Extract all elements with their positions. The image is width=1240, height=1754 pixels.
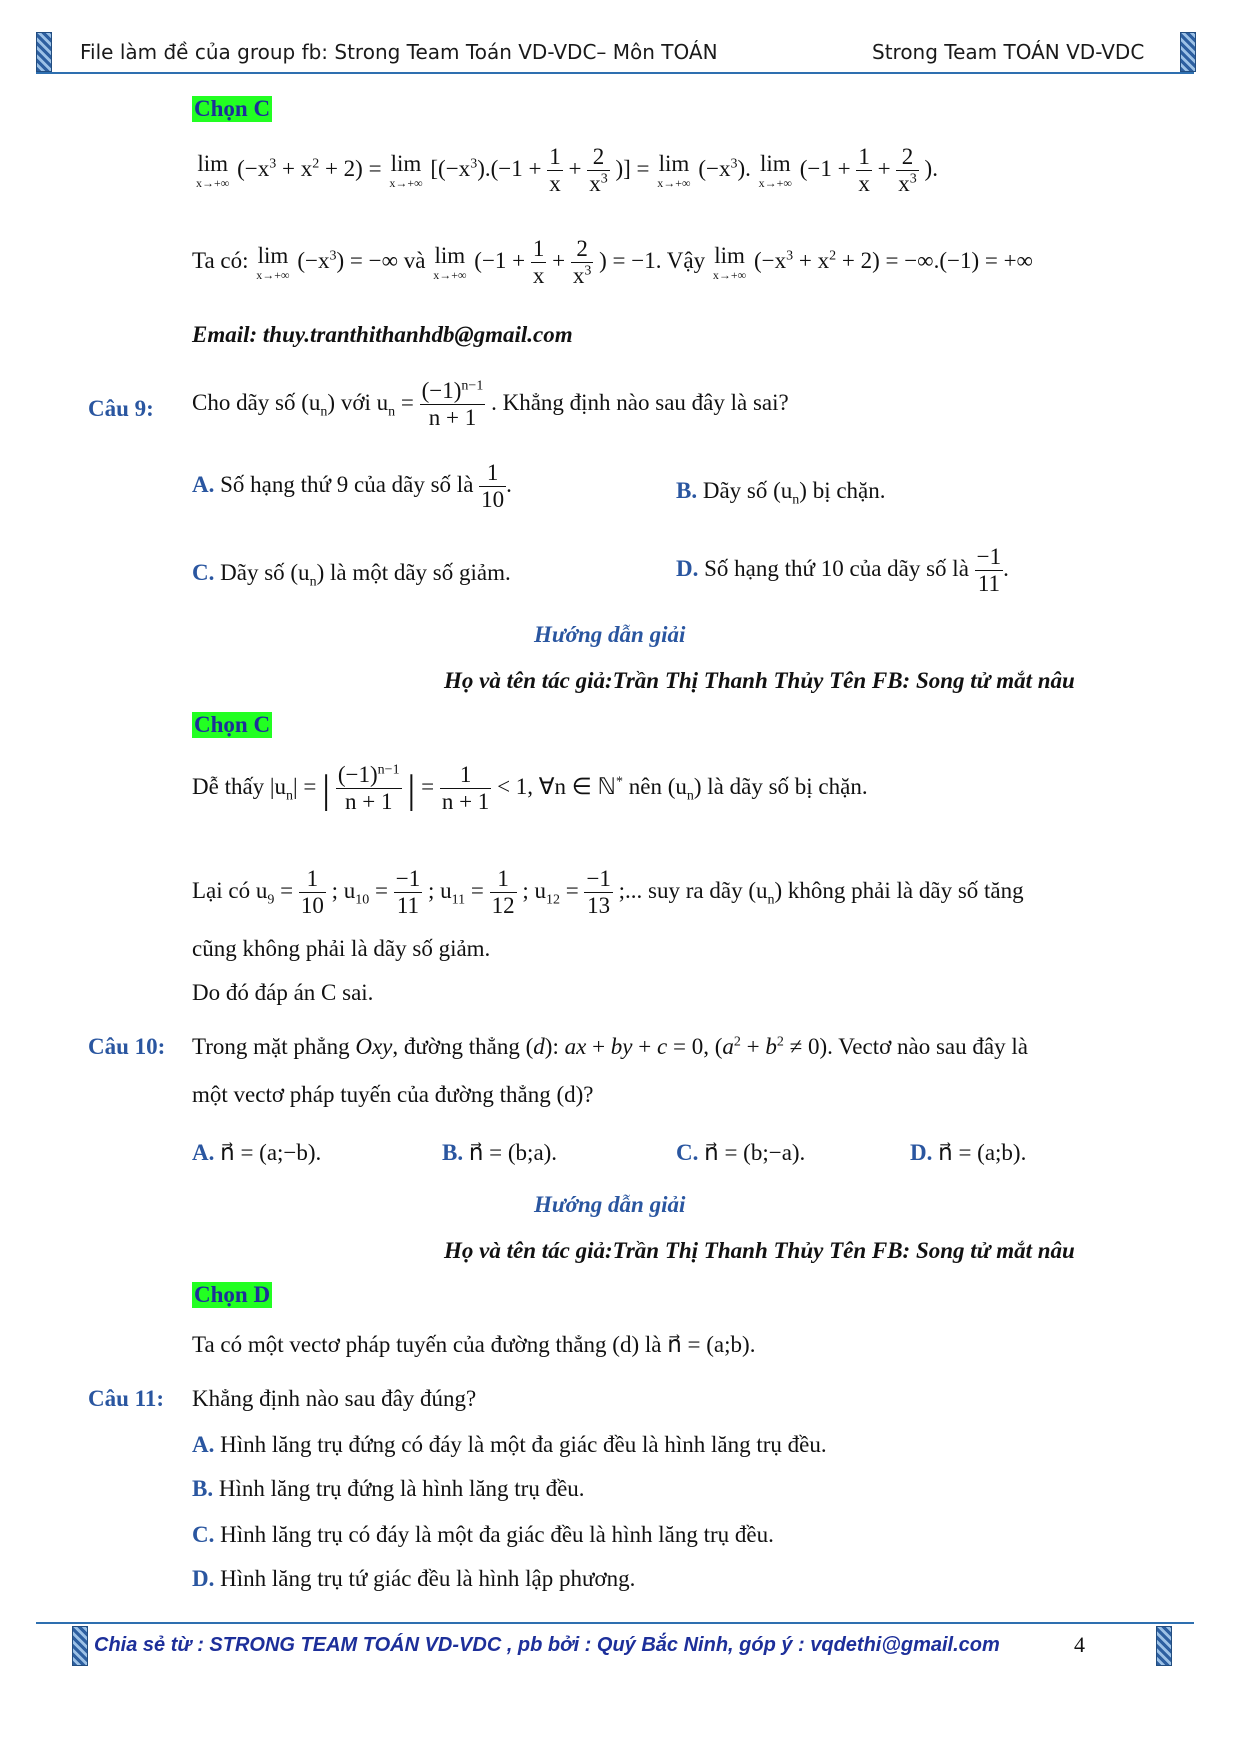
footer-divider [36, 1622, 1194, 1624]
q9-option-b: B. Dãy số $(u_n)$ bị chặn. [676, 478, 886, 508]
q9-option-a: A. Số hạng thứ 9 của dãy số là $\frac{1}{10}$ . [192, 460, 512, 513]
q9-label: Câu 9: [88, 396, 154, 421]
q8-equation-1: lim x→+∞ $(-x^3 + x^2 + 2)$ = lim x→+∞ [$(-x^3).(-1$ + $\frac{1}{x}$ + $\frac{2}{x^3}$ )] = lim x→+∞ $(-x^3)$. lim x→+∞ (−1 + $\frac{1}{x}$ + $\frac{2}{x^3}$ ). [196, 144, 938, 197]
q9-option-d: D. Số hạng thứ 10 của dãy số là $\frac{-1}{11}$ . [676, 544, 1009, 597]
footer-left-ornament [72, 1626, 88, 1666]
footer-right-ornament [1156, 1626, 1172, 1666]
q11-option-b: B. Hình lăng trụ đứng là hình lăng trụ đều. [192, 1476, 585, 1501]
header-left-text: File làm đề của group fb: Strong Team Toán VD-VDC– Môn TOÁN [80, 40, 718, 64]
q9-solution-2: Lại có $u_9$ = $\frac{1}{10}$ ; $u_{10}$ = $\frac{-1}{11}$ ; $u_{11}$ = $\frac{1}{12}$ ; $u_{12}$ = $\frac{-1}{13}$ ;... suy ra dãy $(u_n)$ không phải là dãy số tăng [192, 866, 1024, 919]
q10-author: Họ và tên tác giả:Trần Thị Thanh Thủy Tên FB: Song tử mắt nâu [444, 1238, 1075, 1263]
q10-solution: Ta có một vectơ pháp tuyến của đường thẳng (d) là n⃗ = (a;b). [192, 1332, 756, 1357]
header-right-text: Strong Team TOÁN VD-VDC [872, 40, 1145, 64]
footer-text: Chia sẻ từ : STRONG TEAM TOÁN VD-VDC , pb bởi : Quý Bắc Ninh, góp ý : vqdethi@gmail.com [94, 1634, 1000, 1656]
header-left-ornament [36, 32, 52, 72]
q10-stem-1: Trong mặt phẳng Oxy, đường thẳng (d): ax + by + c = 0, $(a^2 + b^2 \ne 0)$. Vectơ nào sau đây là [192, 1034, 1028, 1059]
header-divider [36, 72, 1194, 74]
q9-stem: Cho dãy số $(u_n)$ với $u_n$ = $\frac{(-1)^{n-1}}{n + 1}$ . Khẳng định nào sau đây là sai? [192, 378, 789, 431]
q10-guide-title: Hướng dẫn giải [534, 1192, 686, 1217]
q10-option-d: D. n⃗ = (a;b). [910, 1140, 1027, 1165]
q11-label: Câu 11: [88, 1386, 165, 1411]
q10-chon-d: Chọn D [194, 1282, 271, 1307]
q11-stem: Khẳng định nào sau đây đúng? [192, 1386, 477, 1411]
q9-solution-1: Dễ thấy $|u_n|$ = | $\frac{(-1)^{n-1}}{n + 1}$ | = $\frac{1}{n + 1}$ < 1, ∀n ∈ ℕ* nên $(u_n)$ là dãy số bị chặn. [192, 762, 868, 815]
q11-option-c: C. Hình lăng trụ có đáy là một đa giác đều là hình lăng trụ đều. [192, 1522, 774, 1547]
q8-chon-c: Chọn C [194, 96, 271, 121]
q10-option-c: C. n⃗ = (b;−a). [676, 1140, 806, 1165]
q9-solution-3: cũng không phải là dãy số giảm. [192, 936, 491, 961]
q11-option-d: D. Hình lăng trụ tứ giác đều là hình lập phương. [192, 1566, 636, 1591]
q10-stem-2: một vectơ pháp tuyến của đường thẳng (d)? [192, 1082, 594, 1107]
q11-option-a: A. Hình lăng trụ đứng có đáy là một đa giác đều là hình lăng trụ đều. [192, 1432, 827, 1457]
q8-equation-2: Ta có: lim x→+∞ $(-x^3)$ = −∞ và lim x→+∞ (−1 + $\frac{1}{x}$ + $\frac{2}{x^3}$ ) = −1. Vậy lim x→+∞ $(-x^3 + x^2 + 2) = -\infty.(-1)$ = +∞ [192, 236, 1033, 289]
q9-option-c: C. Dãy số $(u_n)$ là một dãy số giảm. [192, 560, 511, 590]
q9-author: Họ và tên tác giả:Trần Thị Thanh Thủy Tên FB: Song tử mắt nâu [444, 668, 1075, 693]
q10-option-a: A. n⃗ = (a;−b). [192, 1140, 322, 1165]
page-number: 4 [1074, 1632, 1085, 1657]
q10-label: Câu 10: [88, 1034, 166, 1059]
q9-chon-c: Chọn C [194, 712, 271, 737]
q9-solution-4: Do đó đáp án C sai. [192, 980, 374, 1005]
q10-option-b: B. n⃗ = (b;a). [442, 1140, 558, 1165]
q9-guide-title: Hướng dẫn giải [534, 622, 686, 647]
q8-email: Email: thuy.tranthithanhdb@gmail.com [192, 322, 573, 347]
header-right-ornament [1180, 32, 1196, 72]
